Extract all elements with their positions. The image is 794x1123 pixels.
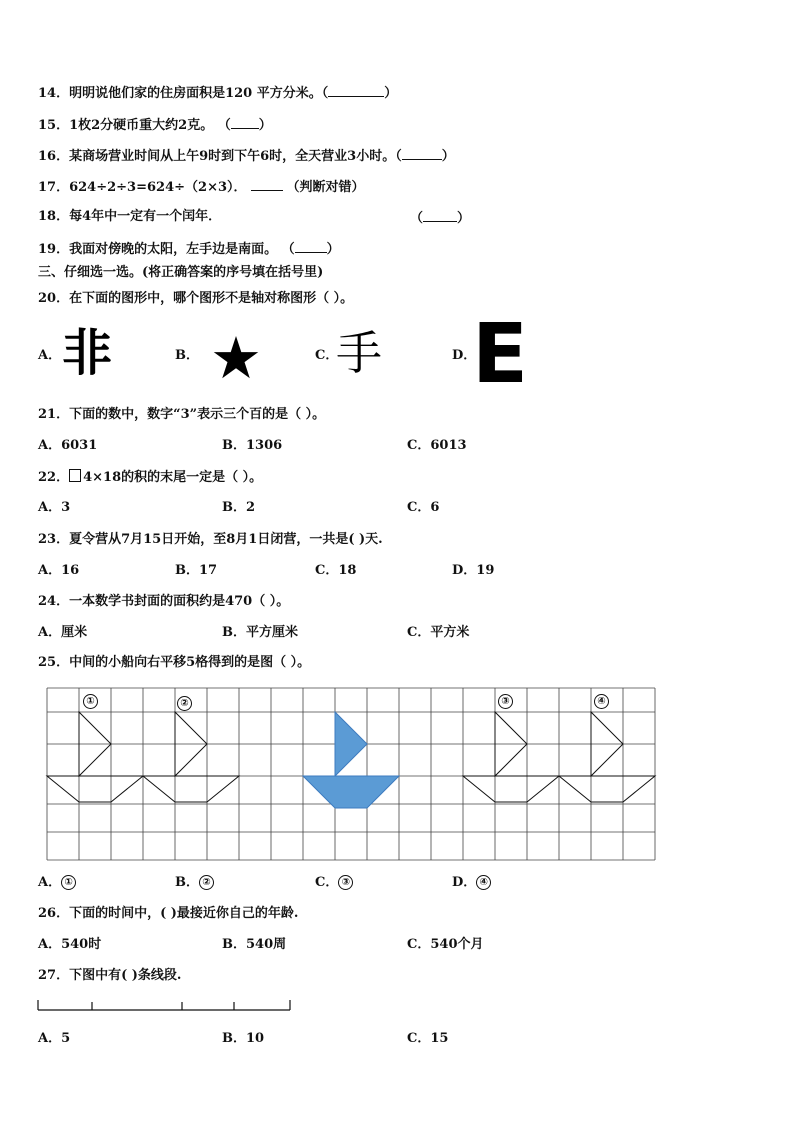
question-18: 18．每4年中一定有一个闰年． (38, 209, 222, 224)
boat-3 (463, 712, 559, 802)
option-a[interactable]: A．16 (38, 563, 80, 578)
option-c[interactable]: C． ③ (315, 875, 353, 891)
question-17: 17．624÷2÷3=624÷（2×3）． （判断对错） (38, 180, 365, 195)
question-20: 20．在下面的图形中，哪个图形不是轴对称图形（ ）。 (38, 291, 354, 306)
option-c[interactable]: C． (315, 348, 339, 363)
marker-2: ② (177, 696, 192, 712)
question-19: 19．我面对傍晚的太阳，左手边是南面。 （ ） (38, 242, 340, 257)
boats (47, 712, 655, 808)
option-d[interactable]: D． (452, 348, 477, 363)
option-b[interactable]: B．2 (222, 500, 256, 515)
option-d[interactable]: D．19 (452, 563, 495, 578)
option-c[interactable]: C．6 (407, 500, 440, 515)
option-a[interactable]: A．6031 (38, 438, 98, 453)
shou-char-icon: 手 (336, 326, 382, 380)
answer-blank[interactable] (328, 84, 384, 97)
option-a[interactable]: A． ① (38, 875, 76, 891)
star-icon: ★ (210, 324, 262, 392)
option-c[interactable]: C．18 (315, 563, 357, 578)
boat-1 (47, 712, 143, 802)
grid (47, 688, 655, 860)
digit-box (69, 469, 81, 482)
option-b[interactable]: B． (175, 348, 199, 363)
boat-grid-figure (0, 680, 794, 865)
option-b[interactable]: B．540周 (222, 937, 287, 952)
option-c[interactable]: C．540个月 (407, 937, 484, 952)
question-16: 16．某商场营业时间从上午9时到下午6时，全天营业3小时。（ ） (38, 149, 455, 164)
boat-4 (559, 712, 655, 802)
option-b[interactable]: B．平方厘米 (222, 625, 298, 640)
option-b[interactable]: B．1306 (222, 438, 283, 453)
answer-blank[interactable] (295, 240, 327, 253)
option-a[interactable]: A．3 (38, 500, 71, 515)
answer-blank[interactable] (423, 209, 457, 222)
letter-e-icon: E (472, 307, 529, 402)
option-c[interactable]: C．平方米 (407, 625, 470, 640)
question-18-answer: （ ） (410, 211, 471, 226)
segment-line-figure (34, 996, 334, 1016)
option-d[interactable]: D． ④ (452, 875, 491, 891)
question-27: 27．下图中有( )条线段. (38, 968, 182, 983)
marker-1: ① (83, 694, 98, 710)
option-b[interactable]: B．10 (222, 1031, 265, 1046)
option-b[interactable]: B．17 (175, 563, 218, 578)
fei-char-icon: 非 (62, 324, 112, 382)
marker-3: ③ (498, 694, 513, 710)
question-24: 24．一本数学书封面的面积约是470（ ）。 (38, 594, 290, 609)
answer-blank[interactable] (402, 147, 442, 160)
question-23: 23．夏令营从7月15日开始，至8月1日闭营，一共是( )天. (38, 532, 383, 547)
question-15: 15．1枚2分硬币重大约2克。 （ ） (38, 118, 272, 133)
marker-4: ④ (594, 694, 609, 710)
option-a[interactable]: A．5 (38, 1031, 71, 1046)
question-26: 26．下面的时间中，( )最接近你自己的年龄. (38, 906, 299, 921)
option-c[interactable]: C．6013 (407, 438, 467, 453)
option-c[interactable]: C．15 (407, 1031, 449, 1046)
answer-blank[interactable] (251, 178, 283, 191)
option-a[interactable]: A．540时 (38, 937, 102, 952)
answer-blank[interactable] (231, 116, 259, 129)
option-a[interactable]: A． (38, 348, 62, 363)
section-heading: 三、仔细选一选。(将正确答案的序号填在括号里) (38, 265, 324, 280)
question-25: 25．中间的小船向右平移5格得到的是图（ ）。 (38, 655, 311, 670)
boat-2 (143, 712, 239, 802)
option-a[interactable]: A．厘米 (38, 625, 88, 640)
question-22: 22． 4×18的积的末尾一定是（ ）。 (38, 470, 263, 485)
question-14: 14．明明说他们家的住房面积是120 平方分米。（ ） (38, 86, 398, 101)
center-boat (303, 712, 399, 808)
option-b[interactable]: B． ② (175, 875, 214, 891)
question-21: 21．下面的数中，数字“3”表示三个百的是（ ）。 (38, 407, 326, 422)
